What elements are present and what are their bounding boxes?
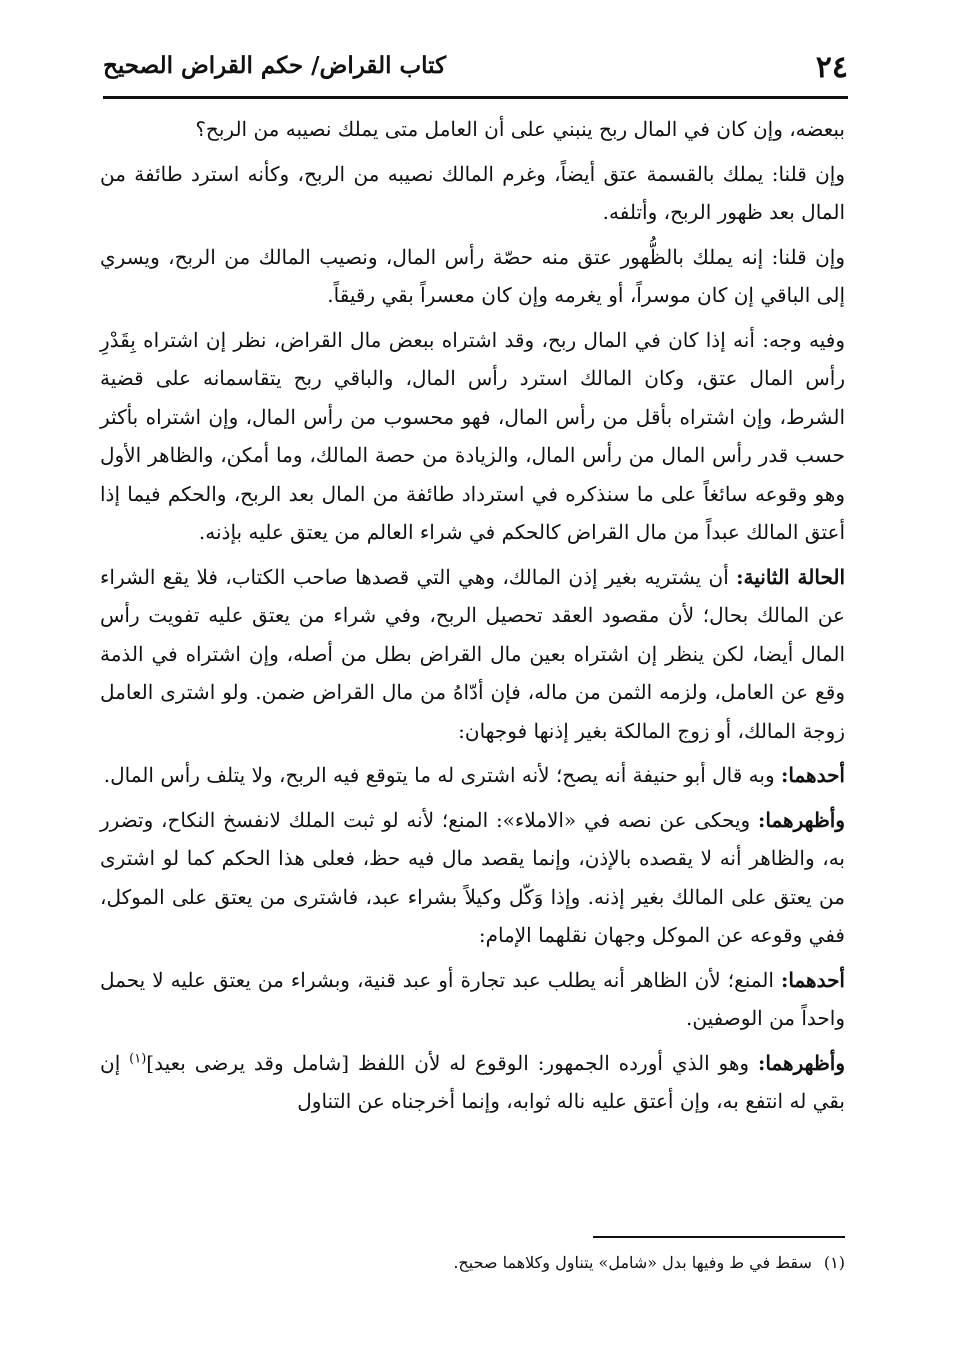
paragraph xyxy=(100,238,845,315)
paragraph xyxy=(100,801,845,955)
main-text xyxy=(100,110,845,1127)
paragraph xyxy=(100,756,845,795)
paragraph-lead: أحدهما: xyxy=(780,763,845,787)
paragraph-lead: وأظهرهما: xyxy=(758,1050,845,1075)
paragraph-lead: وأظهرهما: xyxy=(758,807,845,832)
paragraph-text: وفيه وجه: أنه إذا كان في المال ربح، وقد اشتراه ببعض مال القراض، نظر إن اشتراه بِقَدْرِ رأس المال عتق، وكان المالك استرد رأس المال، والباقي ربح يتقاسمانه على قضية الشرط، وإن اشتراه بأقل من رأس المال، فهو محسوب من رأس المال، وإن اشتراه بأكثر حسب قدر رأس المال من رأس المال، والزيادة من حصة المالك، وما أمكن، والظاهر الأول وهو وقوعه سائغاً على ما سنذكره في استرداد طائفة من المال بعد الربح، والحكم فيما إذا أعتق المالك عبداً من مال القراض كالحكم في شراء العالم من يعتق عليه بإذنه. xyxy=(100,327,845,544)
footnote-divider xyxy=(593,1236,845,1238)
header-divider xyxy=(103,96,848,99)
paragraph-text-tail: إن بقي له انتفع به، وإن أعتق عليه ناله ثوابه، وإنما أخرجناه عن التناول xyxy=(100,1050,845,1113)
footnote-marker: (١) xyxy=(823,1253,845,1272)
paragraph-text: ويحكى عن نصه في «الاملاء»: المنع؛ لأنه لو ثبت الملك لانفسخ النكاح، وتضرر به، والظاهر أنه لا يقصده بالإذن، وإنما يقصد مال فيه حظ، فعلى هذا الحكم كما لو اشترى من يعتق على المالك بغير إذنه. وإذا وَكّل وكيلاً بشراء عبد، فاشترى من يعتق على الموكل، ففي وقوعه عن الموكل وجهان نقلهما الإمام: xyxy=(100,807,845,947)
footnote-text: سقط في ط وفيها بدل «شامل» يتناول وكلاهما صحيح. xyxy=(453,1253,812,1272)
paragraph-lead: الحالة الثانية: xyxy=(736,564,846,589)
page-header xyxy=(103,46,848,94)
paragraph xyxy=(100,155,845,232)
paragraph xyxy=(100,1044,845,1121)
paragraph-text: وهو الذي أورده الجمهور: الوقوع له لأن اللفظ [شامل وقد يرضى بعيد] xyxy=(146,1050,759,1075)
footnote xyxy=(100,1250,845,1276)
running-title: كتاب القراض/ حكم القراض الصحيح xyxy=(103,52,447,79)
paragraph-text: وبه قال أبو حنيفة أنه يصح؛ لأنه اشترى له ما يتوقع فيه الربح، ولا يتلف رأس المال. xyxy=(103,763,781,787)
paragraph xyxy=(100,321,845,552)
paragraph-text: ببعضه، وإن كان في المال ربح ينبني على أن العامل متى يملك نصيبه من الربح؟ xyxy=(195,117,845,141)
footnote-reference: (١) xyxy=(129,1050,147,1066)
paragraph xyxy=(100,110,845,149)
paragraph-text: وإن قلنا: يملك بالقسمة عتق أيضاً، وغرم المالك نصيبه من الربح، وكأنه استرد طائفة من المال بعد ظهور الربح، وأتلفه. xyxy=(100,161,845,224)
paragraph xyxy=(100,961,845,1038)
paragraph-lead: أحدهما: xyxy=(780,967,845,992)
paragraph xyxy=(100,558,845,751)
paragraph-text: أن يشتريه بغير إذن المالك، وهي التي قصدها صاحب الكتاب، فلا يقع الشراء عن المالك بحال؛ لأن مقصود العقد تحصيل الربح، وفي شراء من يعتق عليه تفويت رأس المال أيضا، لكن ينظر إن اشتراه بعين مال القراض بطل من أصله، وإن اشتراه في الذمة وقع عن العامل، ولزمه الثمن من ماله، فإن أدّاهُ من مال القراض ضمن. ولو اشترى العامل زوجة المالك، أو زوج المالكة بغير إذنها فوجهان: xyxy=(100,564,845,743)
page-number: ٢٤ xyxy=(815,50,848,85)
paragraph-text: المنع؛ لأن الظاهر أنه يطلب عبد تجارة أو عبد قنية، وبشراء من يعتق عليه لا يحمل واحداً من الوصفين. xyxy=(100,967,845,1030)
paragraph-text: وإن قلنا: إنه يملك بالظُّهور عتق منه حصّة رأس المال، ونصيب المالك من الربح، ويسري إلى الباقي إن كان موسراً، أو يغرمه وإن كان معسراً بقي رقيقاً. xyxy=(100,244,845,307)
